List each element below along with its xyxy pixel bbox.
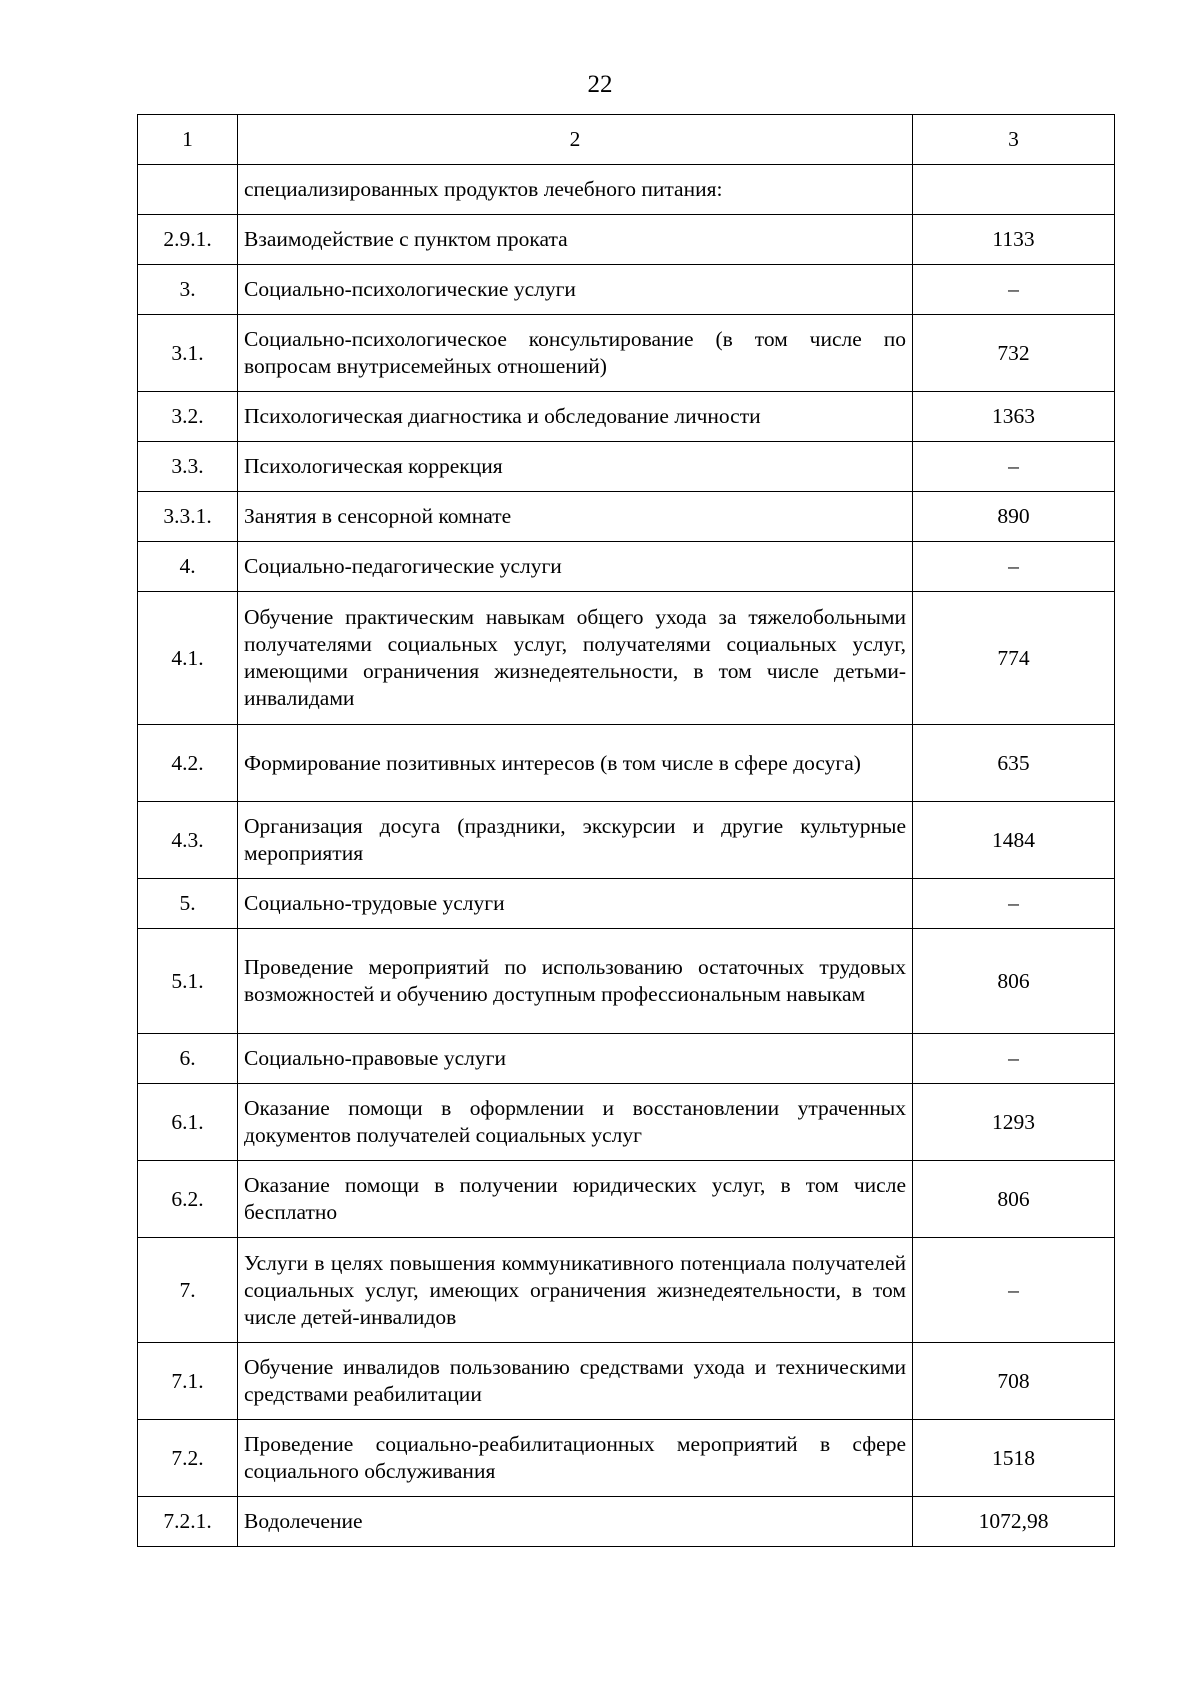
table-row bbox=[138, 442, 1115, 492]
row-number: 4.1. bbox=[138, 592, 238, 725]
row-description: Формирование позитивных интересов (в том числе в сфере досуга) bbox=[238, 725, 913, 802]
table-row bbox=[138, 492, 1115, 542]
table-row bbox=[138, 592, 1115, 725]
row-value: – bbox=[913, 442, 1115, 492]
row-description: Обучение инвалидов пользованию средствами ухода и техническими средствами реабилитации bbox=[238, 1343, 913, 1420]
row-description: Психологическая диагностика и обследование личности bbox=[238, 392, 913, 442]
row-number: 7.2.1. bbox=[138, 1497, 238, 1547]
row-number bbox=[138, 165, 238, 215]
row-number: 3.3.1. bbox=[138, 492, 238, 542]
page-number: 22 bbox=[587, 71, 613, 98]
row-description: Психологическая коррекция bbox=[238, 442, 913, 492]
row-number: 6. bbox=[138, 1034, 238, 1084]
row-value: – bbox=[913, 879, 1115, 929]
table-row bbox=[138, 315, 1115, 392]
table-row bbox=[138, 265, 1115, 315]
row-number: 6.2. bbox=[138, 1161, 238, 1238]
row-value: 708 bbox=[913, 1343, 1115, 1420]
row-description: Социально-педагогические услуги bbox=[238, 542, 913, 592]
row-value: 732 bbox=[913, 315, 1115, 392]
row-description: Услуги в целях повышения коммуникативного потенциала получателей социальных услуг, имеющих ограничения жизнедеятельности, в том числе детей-инвалидов bbox=[238, 1238, 913, 1343]
row-number: 3. bbox=[138, 265, 238, 315]
row-value: 1133 bbox=[913, 215, 1115, 265]
row-value: 774 bbox=[913, 592, 1115, 725]
row-number: 7.1. bbox=[138, 1343, 238, 1420]
row-value: 890 bbox=[913, 492, 1115, 542]
row-number: 3.2. bbox=[138, 392, 238, 442]
header-cell-col1: 1 bbox=[138, 115, 238, 165]
row-value: 806 bbox=[913, 929, 1115, 1034]
table-row bbox=[138, 1343, 1115, 1420]
row-description: Водолечение bbox=[238, 1497, 913, 1547]
table-row bbox=[138, 1084, 1115, 1161]
row-value: 1293 bbox=[913, 1084, 1115, 1161]
table-row bbox=[138, 542, 1115, 592]
row-number: 2.9.1. bbox=[138, 215, 238, 265]
table-row bbox=[138, 802, 1115, 879]
row-description: Социально-правовые услуги bbox=[238, 1034, 913, 1084]
table-row bbox=[138, 1497, 1115, 1547]
row-value: 1518 bbox=[913, 1420, 1115, 1497]
table-row bbox=[138, 725, 1115, 802]
row-description: Проведение социально-реабилитационных мероприятий в сфере социального обслуживания bbox=[238, 1420, 913, 1497]
row-value: – bbox=[913, 1034, 1115, 1084]
table-row bbox=[138, 1034, 1115, 1084]
table-row bbox=[138, 165, 1115, 215]
table-row bbox=[138, 929, 1115, 1034]
row-description: специализированных продуктов лечебного питания: bbox=[238, 165, 913, 215]
table-header-row bbox=[138, 115, 1115, 165]
services-table bbox=[137, 114, 1115, 1547]
table-row bbox=[138, 215, 1115, 265]
row-description: Социально-трудовые услуги bbox=[238, 879, 913, 929]
header-cell-col3: 3 bbox=[913, 115, 1115, 165]
table-row bbox=[138, 1161, 1115, 1238]
row-description: Обучение практическим навыкам общего ухода за тяжелобольными получателями социальных услуг, получателями социальных услуг, имеющими ограничения жизнедеятельности, в том числе детьми-инвалидами bbox=[238, 592, 913, 725]
row-number: 3.3. bbox=[138, 442, 238, 492]
table-row bbox=[138, 392, 1115, 442]
row-value: 1484 bbox=[913, 802, 1115, 879]
row-value: 806 bbox=[913, 1161, 1115, 1238]
row-description: Оказание помощи в получении юридических услуг, в том числе бесплатно bbox=[238, 1161, 913, 1238]
row-number: 7. bbox=[138, 1238, 238, 1343]
table-row bbox=[138, 1238, 1115, 1343]
row-description: Оказание помощи в оформлении и восстановлении утраченных документов получателей социальных услуг bbox=[238, 1084, 913, 1161]
row-value: 1072,98 bbox=[913, 1497, 1115, 1547]
row-number: 4.3. bbox=[138, 802, 238, 879]
row-number: 3.1. bbox=[138, 315, 238, 392]
header-cell-col2: 2 bbox=[238, 115, 913, 165]
row-value bbox=[913, 165, 1115, 215]
row-number: 6.1. bbox=[138, 1084, 238, 1161]
row-value: – bbox=[913, 265, 1115, 315]
row-number: 5.1. bbox=[138, 929, 238, 1034]
row-value: 1363 bbox=[913, 392, 1115, 442]
row-number: 4. bbox=[138, 542, 238, 592]
table-row bbox=[138, 879, 1115, 929]
row-description: Занятия в сенсорной комнате bbox=[238, 492, 913, 542]
row-description: Взаимодействие с пунктом проката bbox=[238, 215, 913, 265]
row-value: 635 bbox=[913, 725, 1115, 802]
row-description: Социально-психологические услуги bbox=[238, 265, 913, 315]
row-number: 7.2. bbox=[138, 1420, 238, 1497]
row-number: 4.2. bbox=[138, 725, 238, 802]
table-row bbox=[138, 1420, 1115, 1497]
row-description: Социально-психологическое консультирование (в том числе по вопросам внутрисемейных отношений) bbox=[238, 315, 913, 392]
row-value: – bbox=[913, 542, 1115, 592]
row-description: Проведение мероприятий по использованию остаточных трудовых возможностей и обучению доступным профессиональным навыкам bbox=[238, 929, 913, 1034]
row-number: 5. bbox=[138, 879, 238, 929]
row-value: – bbox=[913, 1238, 1115, 1343]
row-description: Организация досуга (праздники, экскурсии и другие культурные мероприятия bbox=[238, 802, 913, 879]
